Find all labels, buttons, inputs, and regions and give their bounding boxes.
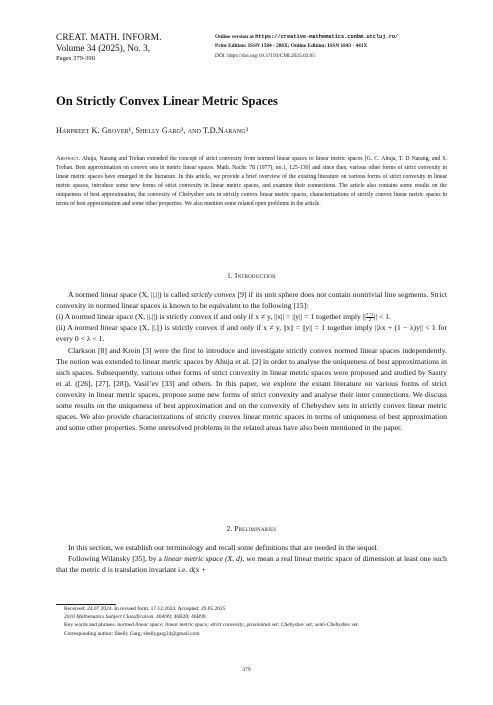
intro-p1-start: A normed linear space (X, ||.||) is called [68, 290, 189, 299]
paper-authors: Harpreet K. Grover¹, Shelly Garg², and T.D.Narang³ [56, 126, 249, 135]
paper-title: On Strictly Convex Linear Metric Spaces [56, 94, 278, 108]
corresponding-author: Corresponding author: Shelly Garg; shellygarg24@gmail.com [64, 630, 200, 637]
msc-codes: 46A99; 46B20; 46B99. [155, 614, 207, 621]
introduction-body [56, 289, 447, 433]
prelim-p2-end: , we mean a real linear metric space of dimension at least one such that the metric d is translation invariant i.e. d(x + [56, 554, 447, 575]
journal-block [56, 32, 216, 64]
page-number: 379 [242, 667, 251, 673]
journal-volume: Volume 34 (2025), No. 3, [56, 43, 150, 53]
abstract-label: Abstract. [56, 155, 81, 162]
item1-text: (i) A normed linear space (X, ||.||) is strictly convex if and only if x ≠ y, ||x|| = ||y|| = 1 together imply || [56, 312, 366, 322]
preliminaries-body [56, 542, 447, 575]
online-version-line [215, 33, 480, 42]
journal-pages: Pages 379-390 [56, 55, 96, 62]
journal-name: CREAT. MATH. INFORM. [56, 32, 162, 42]
intro-p1-end: [9] if its unit sphere does not contain nontrivial line segments. Strict convexity in normed linear spaces is known to be equivalent to the following [15]: [56, 290, 447, 311]
section-heading-introduction: 1. Introduction [227, 272, 276, 280]
abstract-text: Ahuja, Narang and Trehan extended the concept of strict convexity from normed linear spaces to linear metric spaces [G. C. Ahuja, T. D Narang, and S. Trehan. Best approximation on convex sets in metric linear spaces. Math. Nachr. 78 (1977), no.1, 125-130] and since then, various other forms of strict convexity in linear metric spaces have emerged in the literature. In this article, we provide a brief overview of the existing literature on various forms of strict convexity in linear metric spaces, introduce some new forms of strict convexity in linear metric spaces, and examine their connections. The article also contains some results on the uniqueness of best approximation, the convexity of Chebyshev sets in strictly convex linear metric spaces, characterizations of strictly convex linear metric spaces in terms of best approximation and some other properties. We also mention some related open problems in the article. [56, 156, 448, 207]
msc-classification [56, 613, 447, 621]
doi-line[interactable]: DOI: https://doi.org/10.37193/CMI.2025.03.05 [215, 52, 315, 59]
prelim-paragraph-1: In this section, we establish our terminology and recall some definitions that are needed in the sequel. [68, 543, 379, 552]
fraction-x-plus-y-over-2 [366, 312, 374, 322]
msc-label: 2010 Mathematics Subject Classification. [64, 614, 155, 621]
keywords-label: Key words and phrases. [64, 622, 116, 629]
prelim-p2-start: Following Wilansky [35], by a [68, 554, 162, 564]
publication-info [215, 33, 480, 61]
term-strictly-convex: strictly convex [191, 290, 236, 299]
fraction-numerator: x+y [366, 311, 374, 317]
keywords-list: normed linear space; linear metric space; strict convexity; proximinal set; Chebyshev set; semi-Chebyshev set. [117, 622, 360, 629]
intro-item-2: (ii) A normed linear space (X, ||.||) is strictly convex if and only if x ≠ y, ||x|| = ||y|| = 1 together imply ||λx + (1 − λ)y|| < 1 for every 0 < λ < 1. [56, 323, 447, 344]
intro-paragraph-1 [56, 289, 447, 311]
intro-item-1 [56, 311, 447, 322]
fraction-denominator: 2 [368, 316, 372, 322]
item1-text-end: || < 1. [373, 312, 391, 322]
term-linear-metric-space: linear metric space (X, d) [163, 554, 243, 564]
prelim-paragraph-2 [56, 553, 447, 575]
keywords [56, 621, 447, 629]
footnotes [56, 605, 447, 638]
section-heading-preliminaries: 2. Preliminaries [226, 525, 277, 533]
intro-paragraph-2: Clarkson [8] and Krein [3] were the first to introduce and investigate strictly convex normed linear spaces independently. The notion was extended to linear metric spaces by Ahuja et al. [2] in order to analyse the uniqueness of best approximations in such spaces. Subsequently, various other forms of strict convexity in linear metric spaces were proposed and studied by Sastry et al. ([26], [27], [28]), Vasil’ev [33] and others. In this paper, we explore the extant literature on various forms of strict convexity in linear metric spaces, propose some new forms of strict convexity and analyse their inter connections. We discuss some results on the uniqueness of best approximation and on the convexity of Chebyshev sets in strictly convex linear metric spaces. We also provide characterizations of strictly convex linear metric spaces in terms of uniqueness of best approximation and some other properties. Some unresolved problems in the related areas have also been mentioned in the paper. [56, 345, 447, 432]
abstract [56, 155, 447, 209]
issn-line: Print Edition: ISSN 1584 - 286X; Online Edition: ISSN 1843 - 441X [215, 43, 368, 50]
online-url[interactable]: https://creative-mathematics.cunbm.utcluj.ro/ [255, 34, 399, 40]
online-label: Online version at [215, 34, 254, 40]
received-dates: Received: 24.07.2024. In revised form: 17.12.2024. Accepted: 29.05.2025 [64, 606, 226, 612]
